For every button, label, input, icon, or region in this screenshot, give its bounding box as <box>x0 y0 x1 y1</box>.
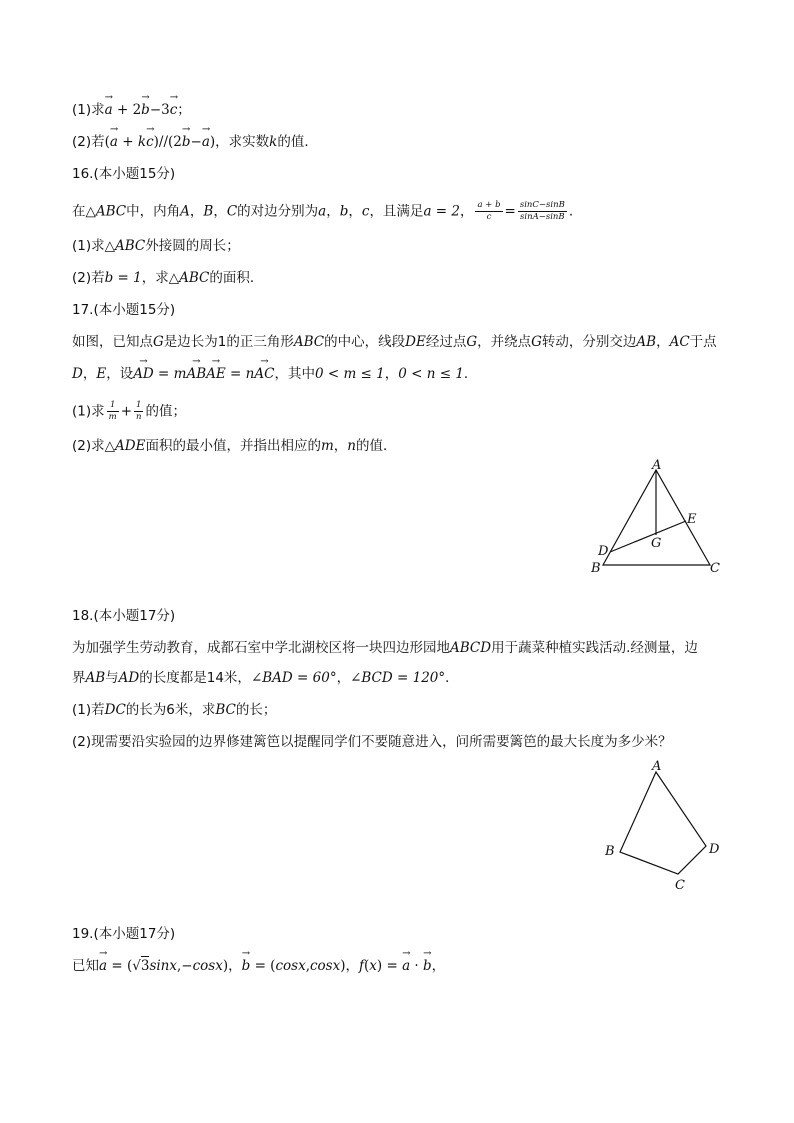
label-c: C <box>675 878 685 893</box>
q16-stem: 在△ABC中，内角A，B，C的对边分别为a，b，c，且满足a = 2， $\frac{a + b}{c}$ = $\frac{\sin C-\sin B}{\sin A-\sin B}$ . <box>72 200 574 222</box>
q18-part2: (2)现需要沿实验园的边界修建篱笆以提醒同学们不要随意进入，问所需要篱笆的最大长度为多少米？ <box>72 734 672 750</box>
vector-b: → b <box>141 100 150 120</box>
q17-part1: (1)求 $\frac{1}{m}$ + $\frac{1}{n}$ 的值； <box>72 400 186 422</box>
vector-a: → a <box>105 100 113 120</box>
quadrilateral-figure <box>595 755 730 895</box>
q16-header: 16.(本小题15分) <box>72 166 176 182</box>
q19-stem: 已知→ a = (√3sinx,−cosx)，→ b = (cosx,cosx)，f(x) = → a · → b， <box>72 956 445 976</box>
q17-part2: (2)求△ADE面积的最小值，并指出相应的m，n的值． <box>72 438 397 454</box>
fraction-sines: $\frac{\sin C-\sin B}{\sin A-\sin B}$ <box>519 200 565 222</box>
triangle-figure <box>580 455 730 580</box>
fraction-1-over-m: $\frac{1}{m}$ <box>108 400 117 422</box>
q18-stem-line2: 界AB与AD的长度都是14米，∠BAD = 60°，∠BCD = 120°． <box>72 670 459 686</box>
vector-c: → c <box>170 100 178 120</box>
label-e: E <box>687 512 697 527</box>
fraction-1-over-n: $\frac{1}{n}$ <box>136 400 142 422</box>
q17-header: 17.(本小题15分) <box>72 302 176 318</box>
q18-part1: (1)若DC的长为6米，求BC的长； <box>72 702 277 718</box>
label-d: D <box>598 544 609 559</box>
fraction-a-plus-b-over-c: $\frac{a + b}{c}$ <box>477 200 501 222</box>
q16-part1: (1)求△ABC外接圆的周长； <box>72 238 240 254</box>
label-c: C <box>710 561 720 576</box>
q19-header: 19.(本小题17分) <box>72 926 176 942</box>
q18-header: 18.(本小题17分) <box>72 608 176 624</box>
label-d: D <box>709 842 720 857</box>
label-g: G <box>651 536 662 551</box>
q17-stem-line2: D，E，设→ AD = m→ AB→ AE = n→ AC，其中0 < m ≤ 1，0 < n ≤ 1． <box>72 364 477 384</box>
q17-stem-line1: 如图，已知点G是边长为1的正三角形ABC的中心，线段DE经过点G，并绕点G转动，分别交边AB，AC于点 <box>72 334 717 350</box>
label-a: A <box>652 759 662 774</box>
label-b: B <box>591 561 601 576</box>
q16-part2: (2)若b = 1，求△ABC的面积． <box>72 270 264 286</box>
q15-part1: (1)求→ a + 2→ b−3→ c； <box>72 100 191 120</box>
segment-de <box>610 521 686 552</box>
q15-part2: (2)若(→ a + k→ c)//(2→ b−→ a)，求实数k的值． <box>72 132 318 152</box>
label-a: A <box>652 458 662 473</box>
quadrilateral-abcd <box>620 772 706 874</box>
q18-stem-line1: 为加强学生劳动教育，成都石室中学北湖校区将一块四边形园地ABCD用于蔬菜种植实践活动.经测量，边 <box>72 640 698 656</box>
label-b: B <box>605 844 615 859</box>
